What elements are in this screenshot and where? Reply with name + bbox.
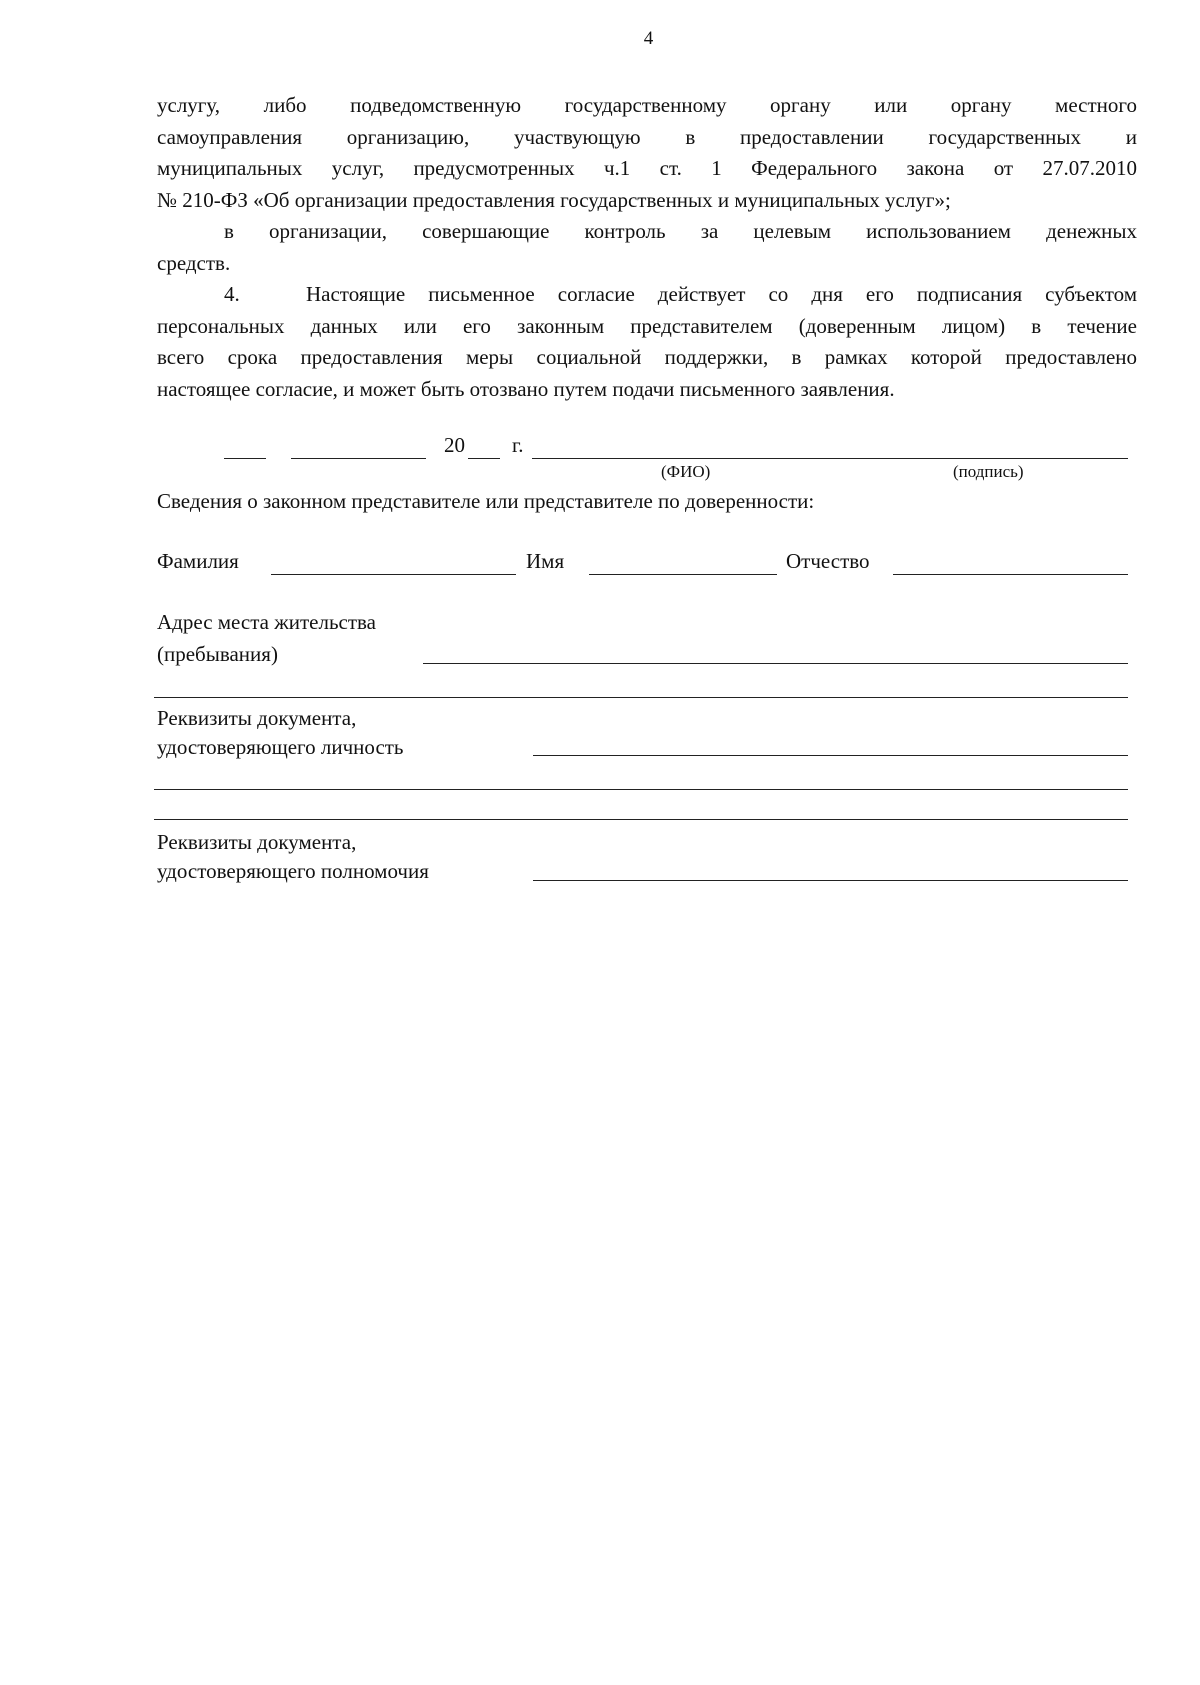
name-label: Имя xyxy=(526,549,565,573)
signature-caption: (подпись) xyxy=(953,462,1024,481)
address-label-line-1: Адрес места жительства xyxy=(157,610,376,634)
authority-label-line-2: удостоверяющего полномочия xyxy=(157,859,429,883)
identity-field-continuation-2[interactable] xyxy=(154,819,1128,820)
page-number: 4 xyxy=(643,28,654,49)
intro-line-4: № 210-ФЗ «Об организации предоставления государственных и муниципальных услуг»; xyxy=(157,187,951,212)
address-label-line-2: (пребывания) xyxy=(157,642,278,666)
fio-caption: (ФИО) xyxy=(661,462,711,481)
paragraph-4-line-1: Настоящие письменное согласие действует со дня его подписания субъектом xyxy=(306,282,1137,306)
identity-field[interactable] xyxy=(533,755,1128,756)
paragraph-4-line-2: персональных данных или его законным представителем (доверенным лицом) в течение xyxy=(157,313,1137,338)
identity-label-line-2: удостоверяющего личность xyxy=(157,735,404,759)
representative-heading: Сведения о законном представителе или представителе по доверенности: xyxy=(157,489,815,513)
control-line-2: средств. xyxy=(157,250,231,275)
name-field[interactable] xyxy=(589,574,777,575)
control-line-1: в организации, совершающие контроль за целевым использованием денежных xyxy=(224,219,1137,243)
intro-line-2: самоуправления организацию, участвующую в предоставлении государственных и xyxy=(157,124,1137,149)
date-year-suffix: г. xyxy=(512,433,524,457)
fio-signature-blank[interactable] xyxy=(532,458,1128,459)
surname-label: Фамилия xyxy=(157,549,239,573)
address-field[interactable] xyxy=(423,663,1128,664)
paragraph-4-line-4: настоящее согласие, и может быть отозвано путем подачи письменного заявления. xyxy=(157,376,895,401)
date-year-blank[interactable] xyxy=(468,458,500,459)
patronymic-field[interactable] xyxy=(893,574,1128,575)
date-month-blank[interactable] xyxy=(291,458,426,459)
patronymic-label: Отчество xyxy=(786,549,870,573)
identity-field-continuation-1[interactable] xyxy=(154,789,1128,790)
date-day-blank[interactable] xyxy=(224,458,266,459)
intro-line-1: услугу, либо подведомственную государственному органу или органу местного xyxy=(157,93,1137,117)
paragraph-4-line-3: всего срока предоставления меры социальной поддержки, в рамках которой предоставлено xyxy=(157,345,1137,369)
paragraph-4-number: 4. xyxy=(224,282,240,306)
authority-label-line-1: Реквизиты документа, xyxy=(157,830,357,854)
surname-field[interactable] xyxy=(271,574,516,575)
intro-line-3: муниципальных услуг, предусмотренных ч.1 ст. 1 Федерального закона от 27.07.2010 xyxy=(157,156,1137,180)
date-year-prefix: 20 xyxy=(444,433,465,457)
address-field-continuation[interactable] xyxy=(154,697,1128,698)
identity-label-line-1: Реквизиты документа, xyxy=(157,706,357,730)
authority-field[interactable] xyxy=(533,880,1128,881)
